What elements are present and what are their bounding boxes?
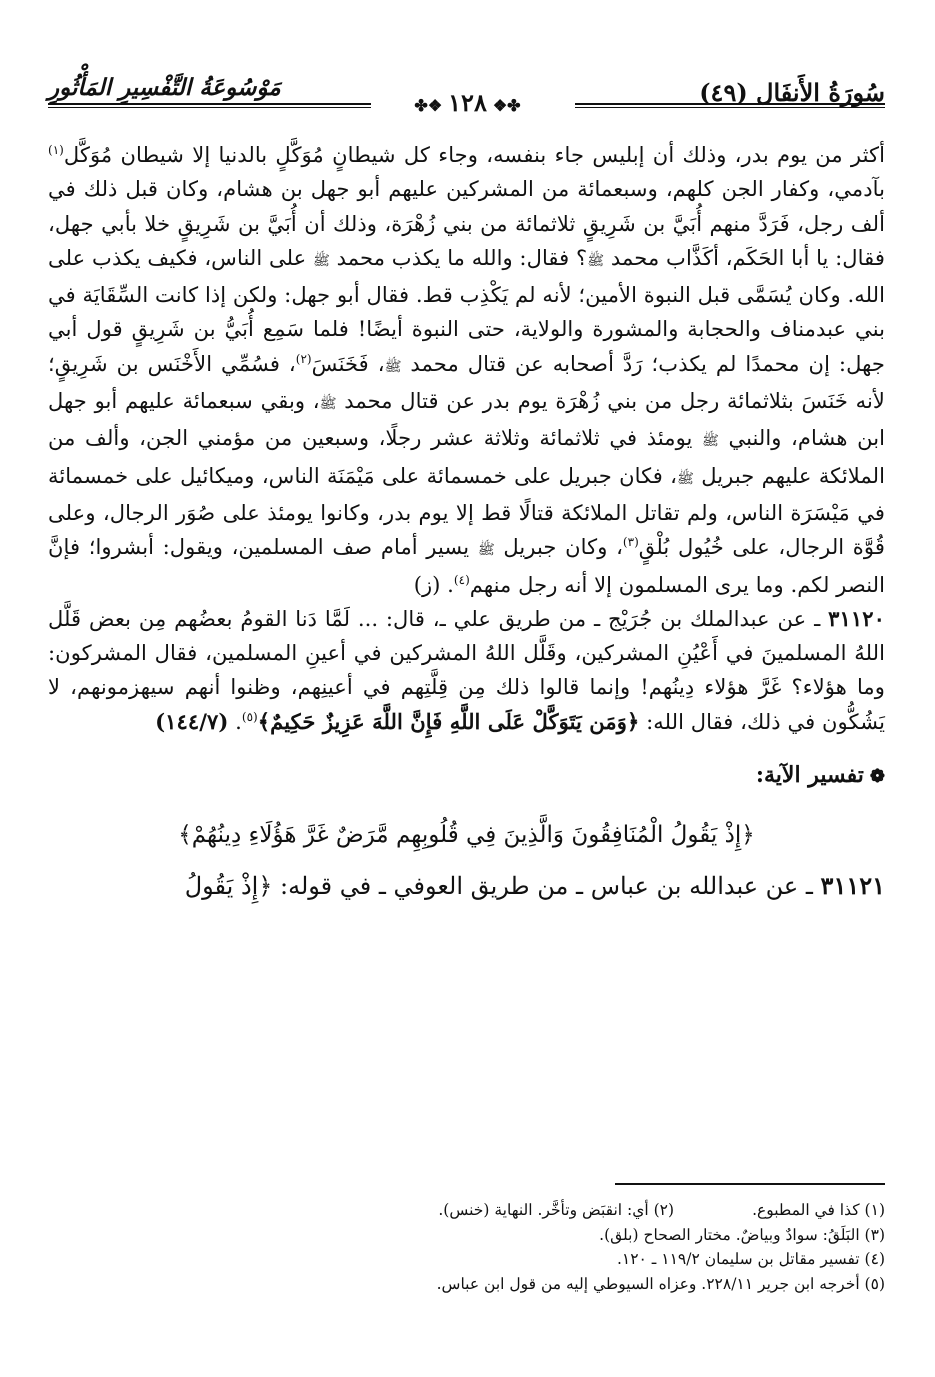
footnote-marker: (٣) bbox=[622, 535, 639, 550]
narration-number: ٣١١٢١ bbox=[820, 871, 885, 901]
main-text bbox=[48, 138, 885, 903]
footnote-4: (٤) تفسير مقاتل بن سليمان ١١٩/٢ ـ ١٢٠. bbox=[616, 1250, 885, 1268]
footnote-marker: (٥) bbox=[241, 709, 258, 724]
footnote-marker: (٢) bbox=[295, 351, 312, 366]
text-run: ، فَخَنَسَ bbox=[311, 350, 385, 376]
paragraph-narration-continued bbox=[48, 138, 885, 602]
text-run: بآدمي، وكفار الجن كلهم، وسبعمائة من المشركين عليهم أبو جهل بن هشام، وكان قبل ذلك في ألف رجل، فَرَدَّ منهم أُبَيَّ بن شَرِيقٍ ثلاثمائة من بني زُهْرَة، وذلك أن أُبَيَّ بن شَرِيقٍ خلا بأبي جهل، فقال: يا أبا الحَكَم، أكَذَّاب محمد bbox=[48, 176, 885, 270]
text-run: ، فكان جبريل على خمسمائة على مَيْمَنَة الناس، وميكائيل على خمسمائة في مَيْسَرَة الناس، ولم تقاتل الملائكة قتالًا قط إلا يوم بدر، وكانوا يومئذ على صُوَر الرجال، وعلى قُوَّة الرجال، على خُيُول بُلْقٍ bbox=[48, 462, 885, 560]
text-run: ، وبقي سبعمائة عليهم أبو جهل ابن هشام، والنبي bbox=[48, 388, 886, 451]
text-run: يومئذ في ثلاثمائة وثلاثة عشر رجلًا، وسبعين من مؤمني الجن، وألف من الملائكة عليهم جبريل bbox=[48, 425, 886, 488]
text-run: أكثر من يوم بدر، وذلك أن إبليس جاء بنفسه، وجاء كل شيطانٍ مُوَكَّلٍ بالدنيا إلا شيطان مُوَكَّل bbox=[63, 142, 885, 167]
footnotes bbox=[48, 1198, 885, 1296]
footnote-separator bbox=[615, 1183, 885, 1185]
text-run: ـ عن عبدالملك بن جُرَيْج ـ من طريق علي ـ، قال: ... لَمَّا دَنا القومُ بعضُهم مِن بعض قَلَّل اللهُ المسلمينَ في أَعْيُنِ المشركين، وقَلَّل اللهُ المشركين في أعينِ المسلمين، فقال المشركون: وما هؤلاء؟ غَرَّ هؤلاء دِينُهم! وإنما قالوا ذلك مِن قِلَّتِهم في أعينِهم، وظنوا أنهم سيهزمونهم، لا يَشُكُّون في ذلك، فقال الله: bbox=[48, 605, 885, 734]
narration-number: ٣١١٢٠ bbox=[828, 605, 885, 631]
footnote-5: (٥) أخرجه ابن جرير ٢٢٨/١١. وعزاه السيوطي إليه من قول ابن عباس. bbox=[436, 1274, 885, 1293]
text-run: . bbox=[228, 708, 242, 734]
paragraph-narration-31121 bbox=[48, 869, 885, 903]
book-header-title: مَوْسُوعَةُ التَّفْسِيرِ المَأْثُورِ bbox=[48, 74, 281, 101]
text-run: يسير أمام صف المسلمين، ويقول: أبشروا؛ فإنَّ النصر لكم. وما يرى المسلمون إلا أنه رجل منهم bbox=[48, 534, 885, 597]
salutation-glyph: ﷺ bbox=[313, 252, 330, 269]
volume-page-reference: (١٤٤/٧) bbox=[155, 708, 229, 734]
flower-icon: ❁ bbox=[869, 766, 885, 788]
page-number: ١٢٨ bbox=[448, 88, 487, 117]
quran-quote: ﴿وَمَن يَتَوَكَّلْ عَلَى اللَّهِ فَإِنَّ اللَّهَ عَزِيزٌ حَكِيمٌ﴾ bbox=[257, 708, 640, 734]
text-run: ، وكان جبريل bbox=[494, 534, 623, 560]
text-run: ؟ فقال: والله ما يكذب محمد bbox=[329, 244, 588, 270]
footnote-marker: (٤) bbox=[453, 572, 470, 587]
footnote-1: (١) كذا في المطبوع. bbox=[752, 1201, 885, 1219]
footnote-3: (٣) البَلَقُ: سوادٌ وبياضٌ. مختار الصحاح (بلق). bbox=[599, 1225, 885, 1244]
salutation-glyph: ﷺ bbox=[384, 358, 402, 375]
salutation-glyph: ﷺ bbox=[677, 470, 694, 487]
text-run: ، فسُمِّي الأَخْنَس بن شَرِيقٍ؛ لأنه خَنَسَ بثلاثمائة رجل من بني زُهْرَة يوم بدر عن قتال محمد bbox=[48, 350, 886, 414]
salutation-glyph: ﷺ bbox=[319, 396, 337, 413]
paragraph-narration-31120 bbox=[48, 602, 885, 739]
footnote-2: (٢) أي: انقبَض وتأخَّر. النهاية (خنس). bbox=[438, 1201, 675, 1219]
section-heading bbox=[48, 758, 885, 794]
ornament-icon: ✤❖ bbox=[492, 96, 521, 115]
text-run: على الناس، فكيف يكذب على الله. وكان يُسَمَّى قبل النبوة الأمين؛ لأنه لم يَكْذِب قط. فقال أبو جهل: ولكن إذا كانت السِّقَايَة في بني عبدمناف والحجابة والمشورة والولاية، حتى النبوة أيضًا! فلما سَمِع أُبَيُّ بن شَرِيقٍ قول أبي جهل: إن محمدًا لم يكذب؛ رَدَّ أصحابه عن قتال محمد bbox=[47, 244, 885, 376]
page-number-block bbox=[0, 88, 935, 121]
surah-header-title: سُورَةُ الأَنفَال (٤٩) bbox=[699, 78, 885, 107]
section-heading-text: تفسير الآية: bbox=[755, 762, 864, 789]
salutation-glyph: ﷺ bbox=[477, 542, 495, 559]
verse-quote: ﴿إِذْ يَقُولُ الْمُنَافِقُونَ وَالَّذِينَ فِي قُلُوبِهِم مَّرَضٌ غَرَّ هَؤُلَاءِ دِينُهُمْ﴾ bbox=[178, 822, 755, 849]
ornament-icon: ❖✤ bbox=[414, 96, 443, 115]
salutation-glyph: ﷺ bbox=[701, 433, 719, 450]
text-run: ـ عن عبدالله بن عباس ـ من طريق العوفي ـ في قوله: ﴿إِذْ يَقُولُ bbox=[184, 872, 821, 901]
salutation-glyph: ﷺ bbox=[587, 252, 605, 269]
footnote-marker: (١) bbox=[48, 143, 64, 157]
text-run: . (ز) bbox=[413, 571, 454, 597]
footnote-row bbox=[48, 1198, 885, 1223]
